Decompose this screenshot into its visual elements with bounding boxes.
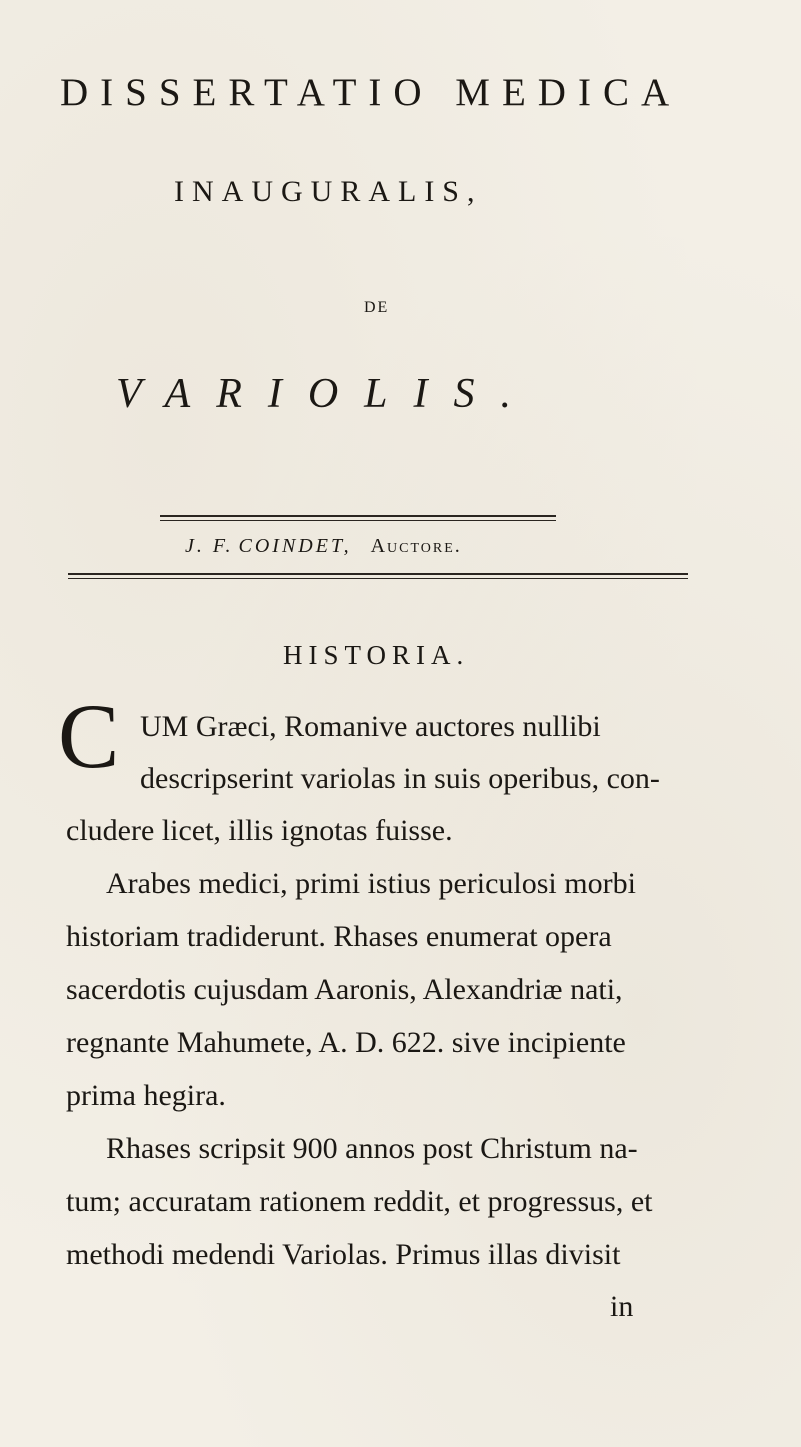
body-line: descripserint variolas in suis operibus, con- [140, 762, 660, 795]
document-topic: VARIOLIS. [116, 371, 538, 417]
body-line: tum; accuratam rationem reddit, et progressus, et [66, 1185, 653, 1218]
author-surname: COINDET, [238, 535, 352, 557]
preposition-de: DE [364, 299, 390, 316]
body-line: prima hegira. [66, 1079, 226, 1112]
author-role: Auctore. [370, 535, 462, 557]
section-heading: HISTORIA. [283, 640, 470, 670]
document-subtitle: INAUGURALIS, [174, 175, 483, 208]
body-line: methodi medendi Variolas. Primus illas divisit [66, 1238, 621, 1271]
document-title: DISSERTATIO MEDICA [60, 71, 682, 114]
body-line: Arabes medici, primi istius periculosi morbi [106, 867, 636, 900]
body-line: sacerdotis cujusdam Aaronis, Alexandriæ nati, [66, 973, 623, 1006]
author-initials: J. F. [185, 535, 234, 557]
catchword: in [610, 1290, 634, 1323]
author-line [185, 535, 462, 558]
rule-upper [160, 515, 556, 517]
body-line: regnante Mahumete, A. D. 622. sive incipiente [66, 1026, 626, 1059]
body-line: cludere licet, illis ignotas fuisse. [66, 814, 453, 847]
rule-lower-thin [68, 578, 688, 579]
drop-cap: C [58, 685, 120, 787]
body-line: Rhases scripsit 900 annos post Christum na- [106, 1132, 638, 1165]
rule-upper-thin [160, 520, 556, 521]
body-line: historiam tradiderunt. Rhases enumerat opera [66, 920, 612, 953]
body-line: UM Græci, Romanive auctores nullibi [140, 710, 601, 743]
rule-lower [68, 573, 688, 575]
